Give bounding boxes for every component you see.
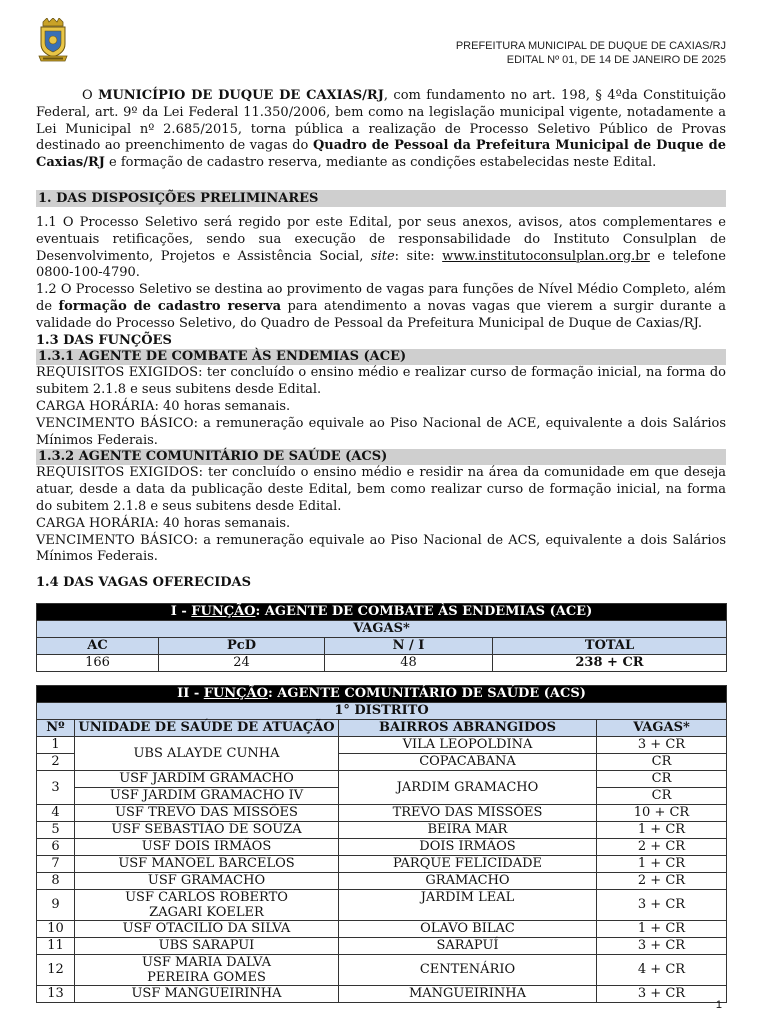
- cell: UBS SARAPUI: [75, 937, 339, 954]
- cell: USF TREVO DAS MISSÕES: [75, 804, 339, 821]
- table-row: [37, 872, 727, 889]
- header-line-1: PREFEITURA MUNICIPAL DE DUQUE DE CAXIAS/RJ: [455, 40, 726, 52]
- text-italic: site: [370, 248, 395, 264]
- column-header: PcD: [159, 637, 325, 654]
- text: FUNÇÃO: [203, 686, 268, 702]
- cell: BEIRA MAR: [339, 821, 597, 838]
- cell: TREVO DAS MISSÕES: [339, 804, 597, 821]
- cell: CR: [597, 770, 727, 787]
- column-header: UNIDADE DE SAÚDE DE ATUAÇÃO: [75, 719, 339, 736]
- column-header: Nº: [37, 719, 75, 736]
- cell: USF GRAMACHO: [75, 872, 339, 889]
- cell: CENTENÁRIO: [339, 954, 597, 985]
- cell: 2 + CR: [597, 872, 727, 889]
- table-row: [37, 821, 727, 838]
- column-header: TOTAL: [493, 637, 727, 654]
- cell: 10: [37, 920, 75, 937]
- cell: CR: [597, 787, 727, 804]
- page-number: 1: [715, 999, 722, 1011]
- acs-carga: CARGA HORÁRIA: 40 horas semanais.: [36, 515, 291, 531]
- table-row: [37, 855, 727, 872]
- cell: COPACABANA: [339, 753, 597, 770]
- cell: 11: [37, 937, 75, 954]
- cell: 7: [37, 855, 75, 872]
- table-ace-vagas: [36, 603, 727, 672]
- table-ace-title: [37, 603, 727, 620]
- table-row: [37, 889, 727, 920]
- cell: CR: [597, 753, 727, 770]
- table-acs-distrito: 1° DISTRITO: [37, 702, 727, 719]
- column-header: BAIRROS ABRANGIDOS: [339, 719, 597, 736]
- heading-1-3-1: 1.3.1 AGENTE DE COMBATE ÀS ENDEMIAS (ACE): [36, 349, 726, 365]
- heading-1-3-2: 1.3.2 AGENTE COMUNITÁRIO DE SAÚDE (ACS): [36, 449, 726, 465]
- cell: 9: [37, 889, 75, 920]
- document-body: [36, 88, 726, 1003]
- cell: 1 + CR: [597, 855, 727, 872]
- ace-carga: CARGA HORÁRIA: 40 horas semanais.: [36, 398, 291, 414]
- table-row: [37, 954, 727, 985]
- cell: PARQUE FELICIDADE: [339, 855, 597, 872]
- table-acs-vagas: [36, 685, 727, 1003]
- cell: JARDIM GRAMACHO: [339, 770, 597, 804]
- cell: 3: [37, 770, 75, 804]
- column-header: AC: [37, 637, 159, 654]
- cell: 10 + CR: [597, 804, 727, 821]
- ace-vencimento: VENCIMENTO BÁSICO: a remuneração equivale ao Piso Nacional de ACE, equivalente a dois Salários Mínimos Federais.: [36, 415, 726, 448]
- text: 1.2 O Processo Seletivo se destina ao provimento de vagas para funções de Nível Médio Completo, além de: [36, 282, 726, 314]
- text: : AGENTE DE COMBATE ÀS ENDEMIAS (ACE): [255, 604, 593, 620]
- acs-vencimento: VENCIMENTO BÁSICO: a remuneração equivale ao Piso Nacional de ACS, equivalente a dois Salários Mínimos Federais.: [36, 532, 726, 565]
- paragraph-1-2: [36, 282, 726, 332]
- header-line-2: EDITAL Nº 01, DE 14 DE JANEIRO DE 2025: [506, 54, 726, 66]
- text: FUNÇÃO: [191, 604, 256, 620]
- coat-of-arms-icon: [36, 18, 70, 64]
- text: : AGENTE COMUNITÁRIO DE SAÚDE (ACS): [267, 686, 586, 702]
- cell: 1 + CR: [597, 920, 727, 937]
- cell: UBS ALAYDE CUNHA: [75, 736, 339, 770]
- cell: 3 + CR: [597, 985, 727, 1002]
- cell: 2 + CR: [597, 838, 727, 855]
- intro-bold-quadro: Quadro de Pessoal da Prefeitura Municipal de Duque de Caxias/RJ: [36, 138, 727, 171]
- cell-line: PEREIRA GOMES: [147, 969, 266, 985]
- table-row: [37, 985, 727, 1002]
- cell: 238 + CR: [493, 654, 727, 671]
- text: para atendimento a novas vagas que vierem a surgir durante a validade do Processo Seletivo, do Quadro de Pessoal da Prefeitura Municipal de Duque de Caxias/RJ.: [36, 298, 726, 331]
- table-ace-vagas-header: VAGAS*: [37, 620, 727, 637]
- cell: 2: [37, 753, 75, 770]
- cell: USF OTACILIO DA SILVA: [75, 920, 339, 937]
- cell: SARAPUÍ: [339, 937, 597, 954]
- cell: USF JARDIM GRAMACHO IV: [75, 787, 339, 804]
- cell: 6: [37, 838, 75, 855]
- text: II -: [177, 686, 204, 702]
- cell: 4 + CR: [597, 954, 727, 985]
- cell-line: USF MARIA DALVA: [142, 954, 271, 970]
- cell: 3 + CR: [597, 889, 727, 920]
- cell: USF SEBASTIÃO DE SOUZA: [75, 821, 339, 838]
- cell: 3 + CR: [597, 736, 727, 753]
- document-header: [456, 39, 726, 67]
- cell: USF DOIS IRMÃOS: [75, 838, 339, 855]
- cell: JARDIM LEAL: [339, 889, 597, 920]
- cell: USF JARDIM GRAMACHO: [75, 770, 339, 787]
- intro-text: , com fundamento no art. 198, § 4ºda Constituição Federal, art. 9º da Lei Federal 11.350/2006, bem como na legislação municipal vigente, notadamente a Lei Municipal nº 2.685/2015, torna pública a realização de Processo Seletivo Público de Provas destinado ao preenchimento de vagas do: [36, 88, 726, 154]
- text: : site:: [394, 248, 443, 264]
- text-bold: formação de cadastro reserva: [58, 298, 281, 314]
- table-acs-title: [37, 685, 727, 702]
- text: e telefone 0800-100-4790.: [36, 248, 726, 281]
- column-header: VAGAS*: [597, 719, 727, 736]
- cell: 3 + CR: [597, 937, 727, 954]
- heading-1-4: 1.4 DAS VAGAS OFERECIDAS: [36, 575, 252, 591]
- cell: 13: [37, 985, 75, 1002]
- cell: 5: [37, 821, 75, 838]
- cell-line: USF CARLOS ROBERTO: [125, 889, 288, 905]
- cell: 4: [37, 804, 75, 821]
- cell: MANGUEIRINHA: [339, 985, 597, 1002]
- table-row: [37, 804, 727, 821]
- cell: 166: [37, 654, 159, 671]
- cell: [75, 954, 339, 985]
- table-row: [37, 937, 727, 954]
- consulplan-link[interactable]: www.institutoconsulplan.org.br: [442, 248, 650, 264]
- cell: 1: [37, 736, 75, 753]
- cell: 1 + CR: [597, 821, 727, 838]
- table-row: [37, 654, 727, 671]
- acs-requisitos: REQUISITOS EXIGIDOS: ter concluído o ensino médio e residir na área da comunidade em que deseja atuar, desde a data da publicação deste Edital, bem como realizar curso de formação inicial, na forma do subitem 2.1.8 e seus subitens desde Edital.: [36, 465, 726, 514]
- cell-line: ZAGARI KOELER: [149, 904, 264, 920]
- cell: 12: [37, 954, 75, 985]
- cell: 8: [37, 872, 75, 889]
- section-heading: 1. DAS DISPOSIÇÕES PRELIMINARES: [36, 190, 726, 207]
- intro-text: e formação de cadastro reserva, mediante as condições estabelecidas neste Edital.: [104, 155, 657, 171]
- intro-text: O: [82, 88, 99, 103]
- cell: GRAMACHO: [339, 872, 597, 889]
- paragraph-1-1: [36, 215, 726, 282]
- cell: OLAVO BILAC: [339, 920, 597, 937]
- intro-paragraph: [36, 88, 726, 172]
- heading-1-3: 1.3 DAS FUNÇÕES: [36, 332, 172, 348]
- table-row: [37, 838, 727, 855]
- text: I -: [170, 604, 192, 620]
- cell: VILA LEOPOLDINA: [339, 736, 597, 753]
- cell: USF MANGUEIRINHA: [75, 985, 339, 1002]
- text: 1.1 O Processo Seletivo será regido por este Edital, por seus anexos, avisos, atos complementares e eventuais retificações, sendo sua execução de responsabilidade do Instituto Consulplan de Desenvolvimento, Projetos e Assistência Social,: [36, 214, 726, 264]
- cell: 24: [159, 654, 325, 671]
- intro-bold-municipio: MUNICÍPIO DE DUQUE DE CAXIAS/RJ: [98, 88, 384, 103]
- table-row: [37, 736, 727, 753]
- cell: USF MANOEL BARCELOS: [75, 855, 339, 872]
- table-row: [37, 770, 727, 787]
- ace-requisitos: REQUISITOS EXIGIDOS: ter concluído o ensino médio e realizar curso de formação inicial, na forma do subitem 2.1.8 e seus subitens desde Edital.: [36, 365, 726, 398]
- cell: DOIS IRMÃOS: [339, 838, 597, 855]
- cell: [75, 889, 339, 920]
- column-header: N / I: [325, 637, 493, 654]
- table-row: [37, 920, 727, 937]
- cell: 48: [325, 654, 493, 671]
